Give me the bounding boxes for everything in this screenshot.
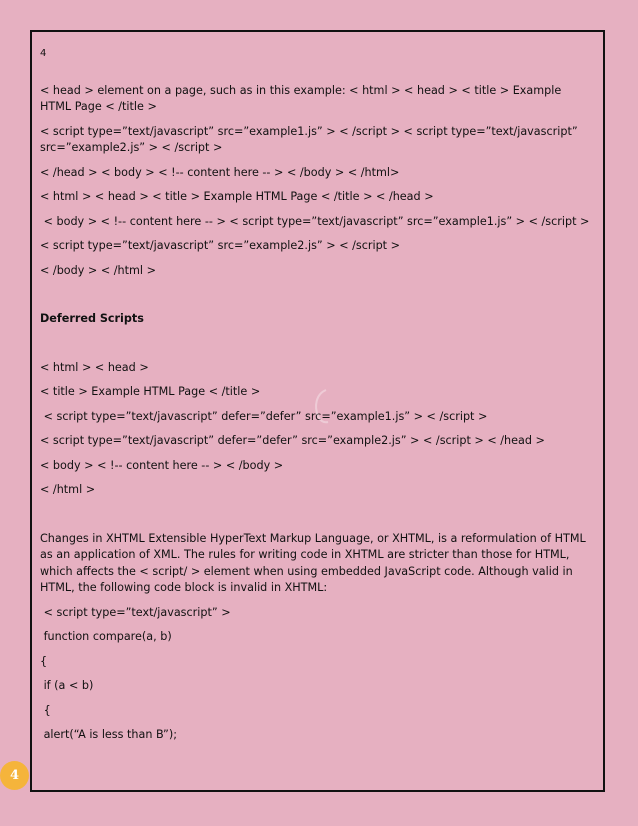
text-line: < /head > < body > < !-- content here -- > < /body > < /html> — [40, 165, 400, 179]
code-line: function compare(a, b) — [40, 630, 172, 643]
text-line: < script type=”text/javascript” src=”example1.js” > < /script > < script type=”text/javascript” src=”example2.js” > < /script > — [40, 124, 578, 154]
text-line: < html > < head > — [40, 360, 149, 374]
code-line: alert(“A is less than B”); — [40, 728, 177, 741]
body-paragraph: Changes in XHTML Extensible HyperText Markup Language, or XHTML, is a reformulation of HTML as an application of XML. The rules for writing code in XHTML are stricter than those for HTML, which affects the < script/ > element when using embedded JavaScript code. Although valid in HTML, the following code block is invalid in XHTML: — [40, 531, 586, 594]
text-line: < title > Example HTML Page < /title > — [40, 385, 261, 398]
page-header-number: 4 — [40, 48, 47, 59]
section-heading: Deferred Scripts — [40, 312, 144, 325]
code-line: { — [40, 654, 48, 668]
code-line: { — [40, 703, 51, 717]
text-line: < script type=”text/javascript” defer=”defer” src=”example1.js” > < /script > — [40, 409, 488, 423]
watermark-logo-icon — [310, 386, 332, 426]
text-line: < html > < head > < title > Example HTML Page < /title > < /head > — [40, 190, 434, 203]
code-line: if (a < b) — [40, 679, 94, 692]
text-line: < head > element on a page, such as in this example: < html > < head > < title > Example HTML Page < /title > — [40, 83, 562, 113]
text-line: < script type=”text/javascript” defer=”defer” src=”example2.js” > < /script > < /head > — [40, 434, 545, 447]
text-line: < body > < !-- content here -- > < /body > — [40, 458, 284, 472]
code-line: < script type=”text/javascript” > — [40, 605, 231, 619]
text-line: < /body > < /html > — [40, 263, 156, 277]
text-line: < script type=”text/javascript” src=”example2.js” > < /script > — [40, 239, 400, 252]
page-number-badge: 4 — [0, 761, 29, 790]
text-line: < /html > — [40, 483, 96, 496]
text-line: < body > < !-- content here -- > < script type=”text/javascript” src=”example1.js” > < /script > — [40, 214, 590, 228]
